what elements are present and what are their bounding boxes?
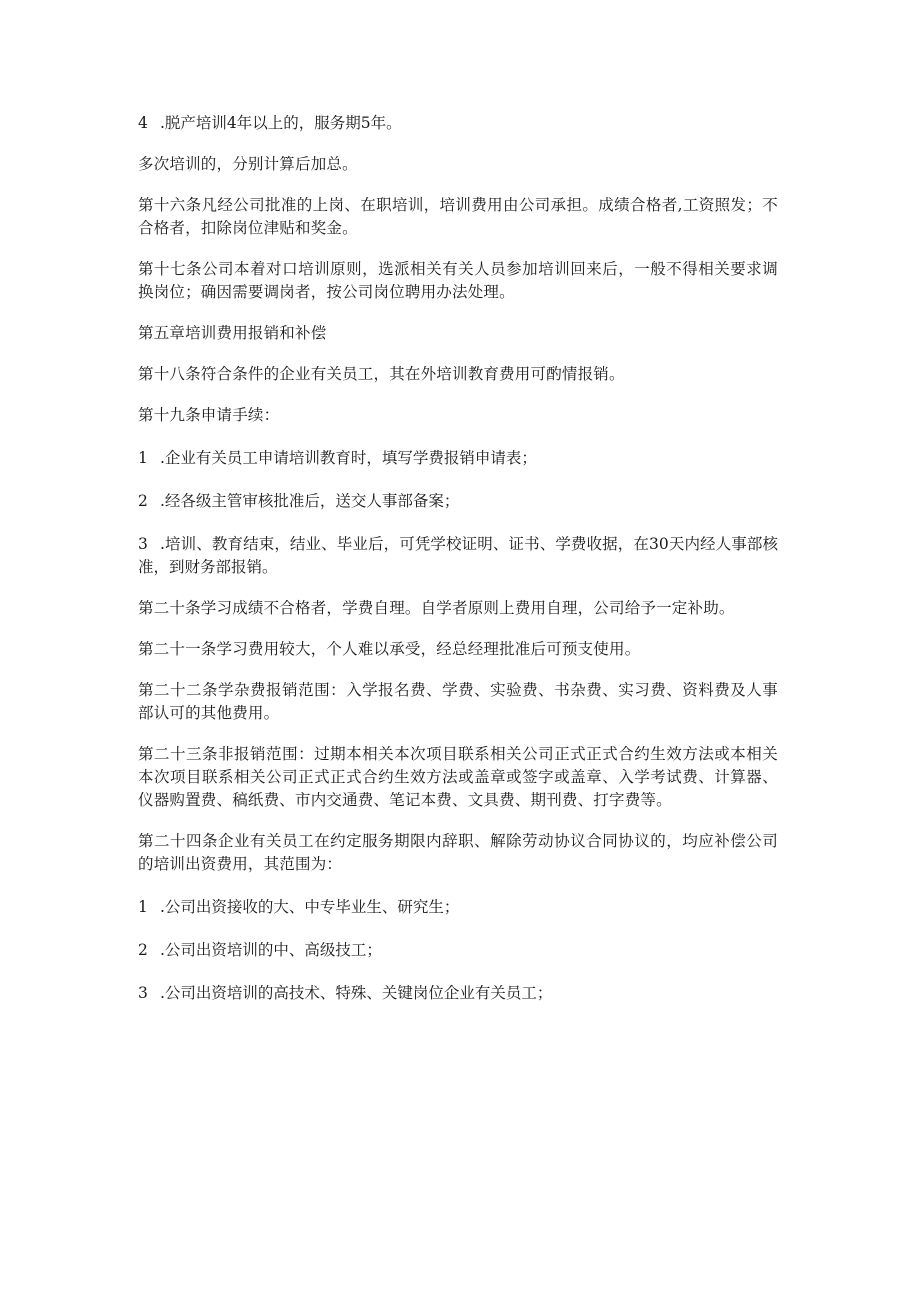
list-item [138,982,778,1005]
list-number: 4 [138,114,148,132]
list-text: .培训、教育结束，结业、毕业后，可凭学校证明、证书、学费收据，在30天内经人事部核准，到财务部报销。 [138,535,778,576]
list-text: .脱产培训4年以上的，服务期5年。 [160,114,402,132]
list-number: 2 [138,492,148,510]
paragraph: 第二十三条非报销范围：过期本相关本次项目联系相关公司正式正式合约生效方法或本相关本次项目联系相关公司正式正式合约生效方法或盖章或签字或盖章、入学考试费、计算器、仪器购置费、稿纸费、市内交通费、笔记本费、文具费、期刊费、打字费等。 [138,745,778,809]
list-item [138,533,778,579]
list-number: 3 [138,535,148,553]
list-item [138,896,778,919]
paragraph: 多次培训的，分别计算后加总。 [138,155,358,173]
list-item [138,939,778,962]
paragraph: 第二十一条学习费用较大，个人难以承受，经总经理批准后可预支使用。 [138,640,641,658]
paragraph: 第二十四条企业有关员工在约定服务期限内辞职、解除劳动协议合同协议的，均应补偿公司的培训出资费用，其范围为： [138,832,778,873]
list-text: .公司出资接收的大、中专毕业生、研究生； [160,898,460,916]
list-number: 3 [138,984,148,1002]
paragraph: 第二十二条学杂费报销范围：入学报名费、学费、实验费、书杂费、实习费、资料费及人事部认可的其他费用。 [138,681,778,722]
list-number: 1 [138,449,148,467]
chapter-heading: 第五章培训费用报销和补偿 [138,324,327,342]
document-page [138,112,778,1023]
list-number: 1 [138,898,148,916]
paragraph: 第十九条申请手续： [138,406,280,424]
list-item [138,490,778,513]
paragraph: 第十六条凡经公司批准的上岗、在职培训，培训费用由公司承担。成绩合格者,工资照发；不合格者，扣除岗位津贴和奖金。 [138,196,778,237]
list-text: .公司出资培训的高技术、特殊、关键岗位企业有关员工； [160,984,553,1002]
paragraph: 第二十条学习成绩不合格者，学费自理。自学者原则上费用自理，公司给予一定补助。 [138,599,735,617]
list-text: .公司出资培训的中、高级技工； [160,941,382,959]
list-text: .企业有关员工申请培训教育时，填写学费报销申请表； [160,449,537,467]
list-number: 2 [138,941,148,959]
list-text: .经各级主管审核批准后，送交人事部备案； [160,492,460,510]
paragraph: 第十七条公司本着对口培训原则，选派相关有关人员参加培训回来后，一般不得相关要求调换岗位；确因需要调岗者，按公司岗位聘用办法处理。 [138,260,778,301]
list-item [138,112,778,135]
paragraph: 第十八条符合条件的企业有关员工，其在外培训教育费用可酌情报销。 [138,365,625,383]
list-item [138,447,778,470]
